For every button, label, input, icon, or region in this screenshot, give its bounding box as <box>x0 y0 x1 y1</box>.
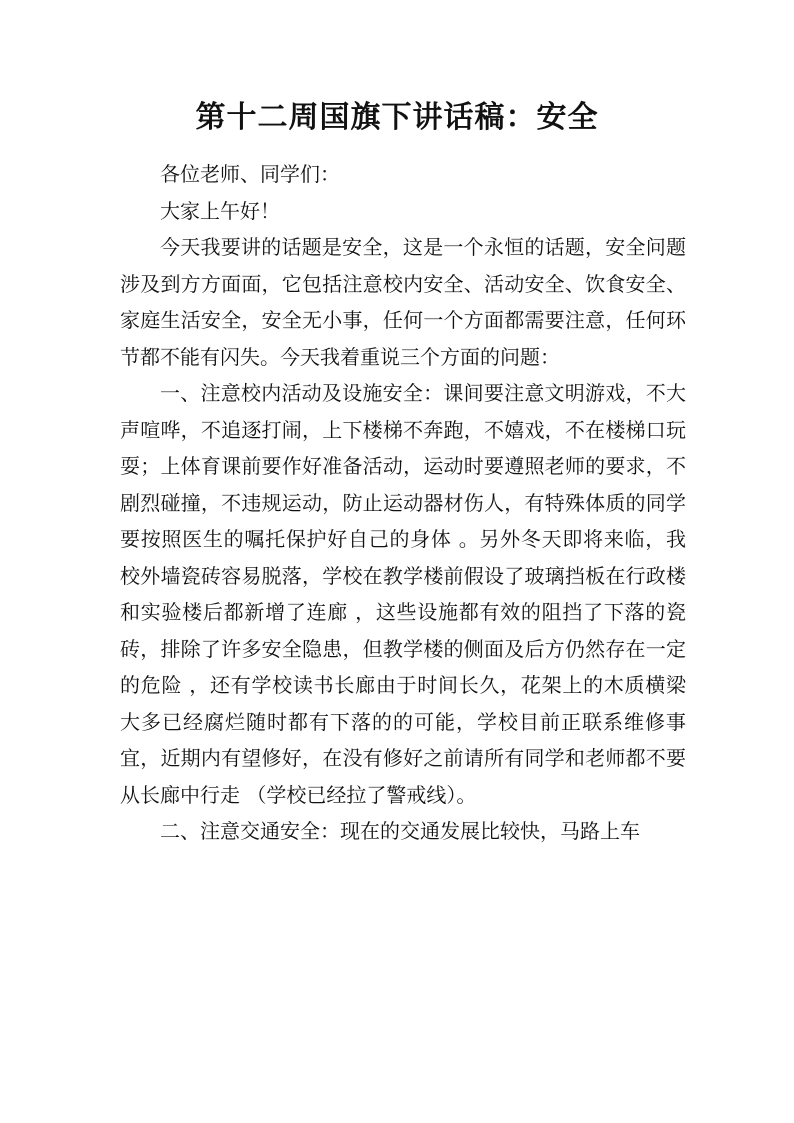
salutation: 各位老师、同学们： <box>160 162 340 186</box>
greeting: 大家上午好！ <box>160 198 280 223</box>
document-body <box>120 156 686 850</box>
paragraph-intro: 今天我要讲的话题是安全，这是一个永恒的话题，安全问题涉及到方方面面，它包括注意校内安全、活动安全、饮食安全、家庭生活安全，安全无小事，任何一个方面都需要注意，任何环节都不能有闪失。今天我着重说三个方面的问题： <box>120 235 686 369</box>
paragraph-traffic-safety: 二、注意交通安全：现在的交通发展比较快，马路上车 <box>160 819 640 843</box>
document-title: 第十二周国旗下讲话稿：安全 <box>195 100 599 135</box>
paragraph-campus-safety: 一、注意校内活动及设施安全：课间要注意文明游戏，不大声喧哗，不追逐打闹，上下楼梯不奔跑，不嬉戏，不在楼梯口玩耍；上体育课前要作好准备活动，运动时要遵照老师的要求，不剧烈碰撞，不违规运动，防止运动器材伤人，有特殊体质的同学要按照医生的嘱托保护好自己的身体 。另外冬天即将来临，我校外墙瓷砖容易脱落，学校在教学楼前假设了玻璃挡板在行政楼和实验楼后都新增了连廊 ，这些设施都有效的阻挡了下落的瓷砖，排除了许多安全隐患，但教学楼的侧面及后方仍然存在一定的危险 ，还有学校读书长廊由于时间长久，花架上的木质横梁大多已经腐烂随时都有下落的的可能，学校目前正联系维修事宜，近期内有望修好，在没有修好之前请所有同学和老师都不要从长廊中行走 （学校已经拉了警戒线）。 <box>120 381 686 807</box>
